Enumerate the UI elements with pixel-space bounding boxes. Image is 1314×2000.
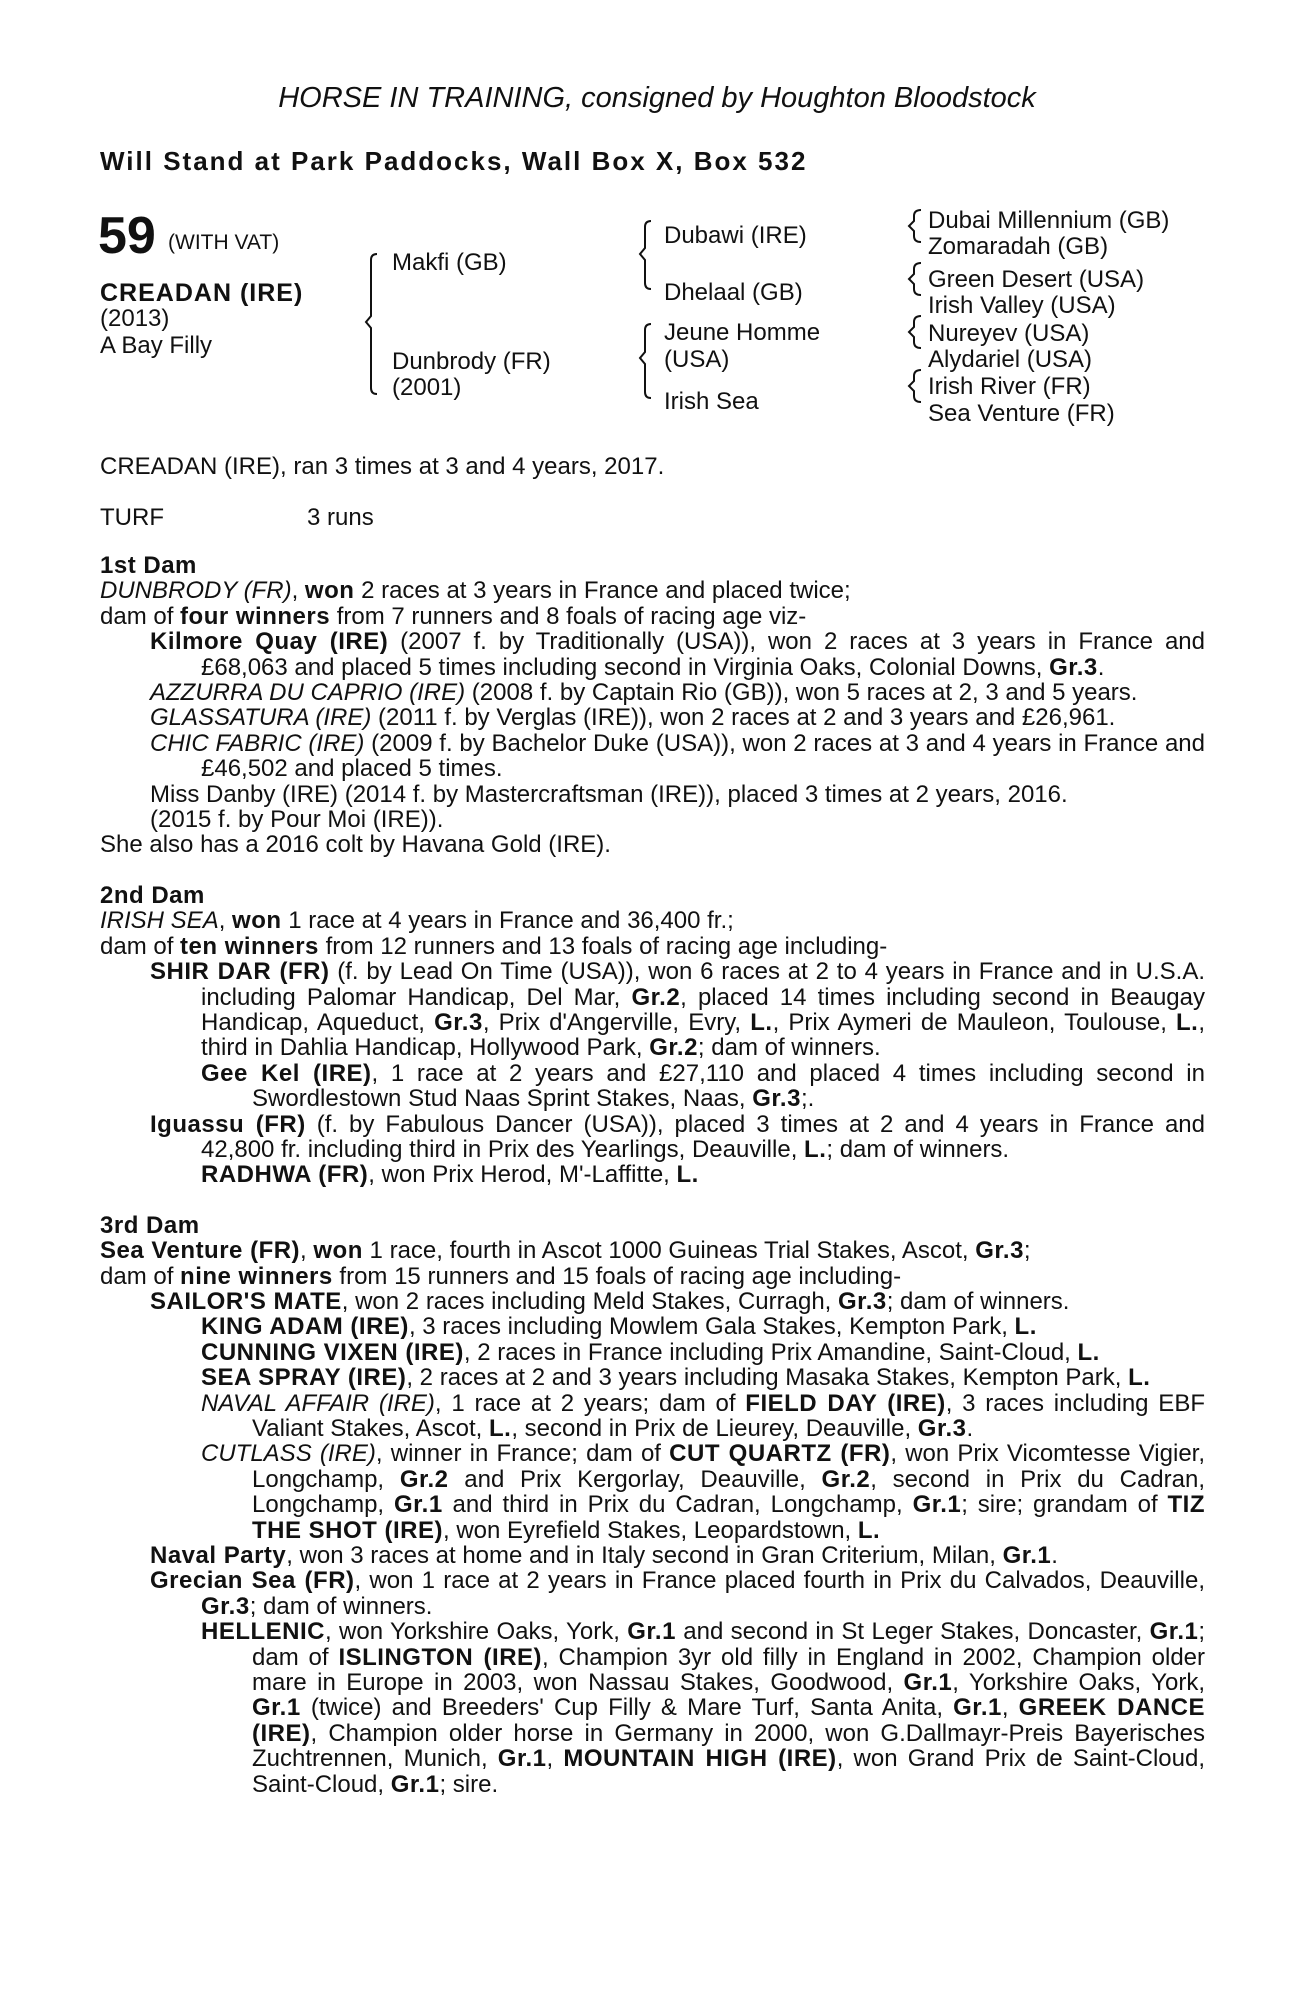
record-line: She also has a 2016 colt by Havana Gold (IRE). — [100, 831, 611, 859]
dam-heading: 1st Dam — [100, 552, 197, 579]
record-line: Miss Danby (IRE) (2014 f. by Mastercraftsman (IRE)), placed 3 times at 2 years, 2016. — [150, 780, 1068, 808]
pedigree-dam-sire: Jeune Homme — [664, 319, 821, 346]
pedigree-g1: Dubai Millennium (GB) — [928, 207, 1170, 234]
record-line: dam of ten winners from 12 runners and 13 foals of racing age including- — [100, 932, 888, 960]
horse-description: A Bay Filly — [100, 332, 213, 359]
record-line: RADHWA (FR), won Prix Herod, M'-Laffitte, L. — [201, 1161, 699, 1189]
pedigree-g3: Green Desert (USA) — [928, 266, 1145, 293]
horse-name: CREADAN (IRE) — [100, 279, 304, 307]
record-line: SEA SPRAY (IRE), 2 races at 2 and 3 years including Masaka Stakes, Kempton Park, L. — [201, 1364, 1151, 1392]
record-line: HELLENIC, won Yorkshire Oaks, York, Gr.1 and second in St Leger Stakes, Doncaster, Gr.1; dam of ISLINGTON (IRE), Champion 3yr old filly in England in 2002, Champion older mare in Europe in 2003, won Nassau Stakes, Goodwood, Gr.1, Yorkshire Oaks, York, Gr.1 (twice) and Breeders' Cup Filly & Mare Turf, Santa Anita, Gr.1, GREEK DANCE (IRE), Champion older horse in Germany in 2000, won G.Dallmayr-Preis Bayerisches Zuchtrennen, Munich, Gr.1, MOUNTAIN HIGH (IRE), won Grand Prix de Saint-Cloud, Saint-Cloud, Gr.1; sire. — [201, 1618, 1206, 1798]
record-line: NAVAL AFFAIR (IRE), 1 race at 2 years; dam of FIELD DAY (IRE), 3 races including EBF Valiant Stakes, Ascot, L., second in Prix de Lieurey, Deauville, Gr.3. — [201, 1389, 1205, 1442]
pedigree-g4: Irish Valley (USA) — [928, 292, 1116, 319]
record-line: SHIR DAR (FR) (f. by Lead On Time (USA)), won 6 races at 2 to 4 years in France and in U.S.A. including Palomar Handicap, Del Mar, Gr.2, placed 14 times including second in Beaugay Handicap, Aqueduct, Gr.3, Prix d'Angerville, Evry, L., Prix Aymeri de Mauleon, Toulouse, L., third in Dahlia Handicap, Hollywood Park, Gr.2; dam of winners. — [150, 958, 1206, 1062]
record-line: Naval Party, won 3 races at home and in Italy second in Gran Criterium, Milan, Gr.1. — [150, 1542, 1058, 1570]
record-line: Sea Venture (FR), won 1 race, fourth in Ascot 1000 Guineas Trial Stakes, Ascot, Gr.3; — [100, 1237, 1031, 1265]
record-line: CHIC FABRIC (IRE) (2009 f. by Bachelor Duke (USA)), won 2 races at 3 and 4 years in France and £46,502 and placed 5 times. — [150, 729, 1206, 783]
pedigree-dam: Dunbrody (FR) — [392, 348, 551, 375]
pedigree-dam-year: (2001) — [392, 374, 462, 401]
record-line: KING ADAM (IRE), 3 races including Mowlem Gala Stakes, Kempton Park, L. — [201, 1313, 1037, 1341]
race-summary: CREADAN (IRE), ran 3 times at 3 and 4 years, 2017. — [100, 453, 665, 480]
record-line: IRISH SEA, won 1 race at 4 years in France and 36,400 fr.; — [100, 907, 734, 935]
pedigree-g2: Zomaradah (GB) — [928, 233, 1109, 260]
pedigree-g7: Irish River (FR) — [928, 373, 1091, 400]
dam-records — [100, 553, 1205, 1797]
record-line: SAILOR'S MATE, won 2 races including Meld Stakes, Curragh, Gr.3; dam of winners. — [150, 1287, 1070, 1315]
lot-number: 59 — [98, 207, 156, 265]
race-surface: TURF — [100, 504, 164, 531]
record-line: Iguassu (FR) (f. by Fabulous Dancer (USA)), placed 3 times at 2 and 4 years in France and 42,800 fr. including third in Prix des Yearlings, Deauville, L.; dam of winners. — [150, 1110, 1205, 1163]
pedigree-dam-sire-origin: (USA) — [664, 346, 730, 373]
race-runs: 3 runs — [307, 504, 374, 531]
record-line: dam of nine winners from 15 runners and 15 foals of racing age including- — [100, 1262, 902, 1290]
section-gap — [100, 1188, 1205, 1213]
record-line: AZZURRA DU CAPRIO (IRE) (2008 f. by Captain Rio (GB)), won 5 races at 2, 3 and 5 years. — [150, 679, 1138, 707]
pedigree-dam-dam: Irish Sea — [664, 388, 759, 415]
record-line: DUNBRODY (FR), won 2 races at 3 years in France and placed twice; — [100, 577, 851, 605]
dam-heading: 2nd Dam — [100, 881, 205, 909]
record-line: CUNNING VIXEN (IRE), 2 races in France including Prix Amandine, Saint-Cloud, L. — [201, 1338, 1100, 1366]
record-line: Kilmore Quay (IRE) (2007 f. by Traditionally (USA)), won 2 races at 3 years in France and £68,063 and placed 5 times including second in Virginia Oaks, Colonial Downs, Gr.3. — [150, 628, 1205, 681]
pedigree-g8: Sea Venture (FR) — [928, 400, 1115, 427]
pedigree-sire-dam: Dhelaal (GB) — [664, 279, 803, 306]
record-line: (2015 f. by Pour Moi (IRE)). — [150, 806, 444, 834]
record-line: GLASSATURA (IRE) (2011 f. by Verglas (IRE)), won 2 races at 2 and 3 years and £26,961. — [150, 704, 1116, 732]
record-line: CUTLASS (IRE), winner in France; dam of CUT QUARTZ (FR), won Prix Vicomtesse Vigier, Longchamp, Gr.2 and Prix Kergorlay, Deauville, Gr.2, second in Prix du Cadran, Longchamp, Gr.1 and third in Prix du Cadran, Longchamp, Gr.1; sire; grandam of TIZ THE SHOT (IRE), won Eyrefield Stakes, Leopardstown, L. — [201, 1440, 1206, 1544]
dam-heading: 3rd Dam — [100, 1211, 200, 1239]
stand-location: Will Stand at Park Paddocks, Wall Box X, Box 532 — [100, 146, 808, 176]
vat-note: (WITH VAT) — [168, 231, 280, 254]
record-line: Grecian Sea (FR), won 1 race at 2 years in France placed fourth in Prix du Calvados, Deauville, Gr.3; dam of winners. — [150, 1567, 1205, 1620]
pedigree-sire-sire: Dubawi (IRE) — [664, 222, 807, 249]
pedigree-g5: Nureyev (USA) — [928, 320, 1090, 347]
pedigree-sire: Makfi (GB) — [392, 249, 507, 276]
record-line: Gee Kel (IRE), 1 race at 2 years and £27,110 and placed 4 times including second in Swordlestown Stud Naas Sprint Stakes, Naas, Gr.3;. — [201, 1059, 1205, 1113]
section-gap — [100, 858, 1205, 883]
horse-year: (2013) — [100, 305, 170, 332]
pedigree-g6: Alydariel (USA) — [928, 346, 1093, 373]
page-title: HORSE IN TRAINING, consigned by Houghton Bloodstock — [278, 82, 1036, 114]
record-line: dam of four winners from 7 runners and 8 foals of racing age viz- — [100, 602, 807, 630]
